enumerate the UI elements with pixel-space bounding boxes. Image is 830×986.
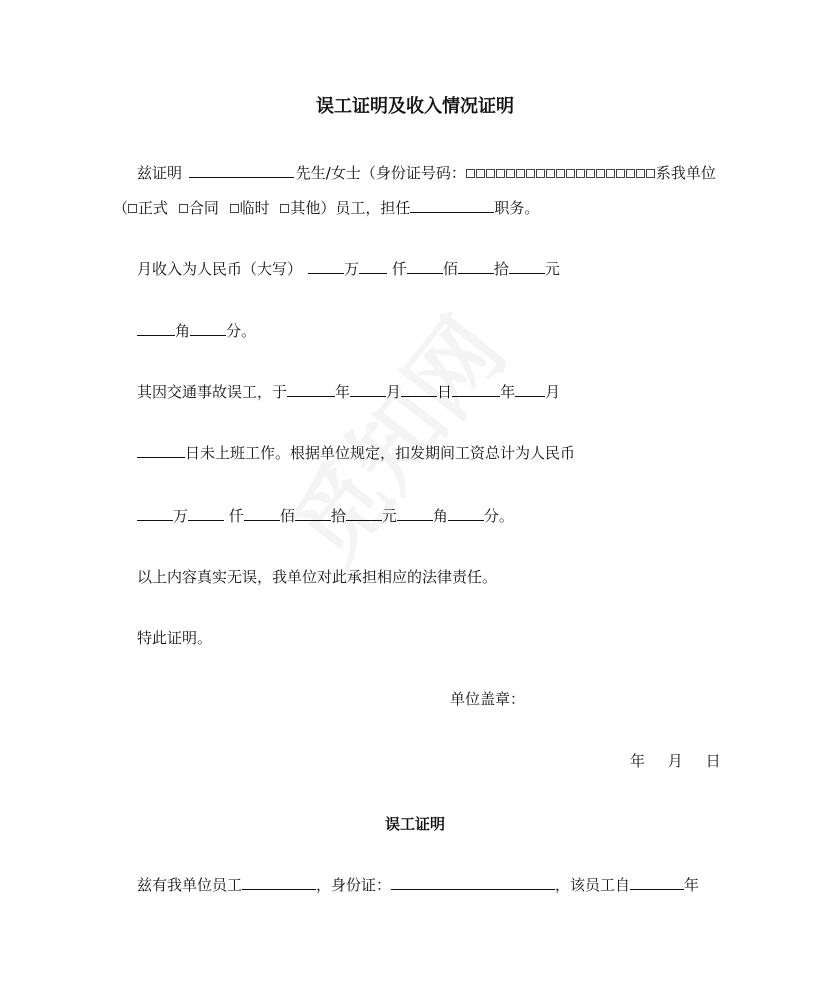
deduct-yuan: 元 [381,507,397,525]
deduct-fen: 分。 [483,507,514,525]
position-blank [410,197,494,213]
option-contract: 合同 [188,199,219,217]
accident-lead: 其因交通事故误工，于 [137,383,288,401]
deduct-wan: 万 [173,507,189,525]
blank [350,381,386,397]
unit-yue-2: 月 [545,383,561,401]
page-title: 误工证明及收入情况证明 [316,96,514,117]
id-number-boxes [466,163,656,183]
second-lead: 兹有我单位员工 [137,876,243,894]
unit-ri: 日 [437,383,453,401]
deduct-bai: 佰 [279,507,295,525]
second-id-label: ，身份证： [316,876,392,894]
watermark [256,287,530,586]
blank [630,874,684,890]
blank [137,320,175,336]
absence-text: 日未上班工作。根据单位规定，扣发期间工资总计为人民币 [185,444,576,462]
second-tail: ，该员工自 [555,876,631,894]
deduct-shi: 拾 [330,507,346,525]
certify-lead: 兹证明 [137,164,183,182]
para-accident [137,381,560,402]
second-id-blank [391,874,555,890]
option-other: 其他）员工，担任 [290,199,411,217]
date-yue: 月 [667,752,683,770]
para-employment [113,197,539,218]
para-liability: 以上内容真实无误，我单位对此承担相应的法律责任。 [137,568,498,586]
blank [509,258,545,274]
blank [244,505,280,521]
unit-nian-2: 年 [500,383,516,401]
blank [452,381,500,397]
option-formal: 正式 [138,199,169,217]
para-income [137,258,560,279]
income-lead: 月收入为人民币（大写） [137,260,303,278]
blank [346,505,382,521]
name-blank [189,162,294,178]
unit-yuan: 元 [544,260,560,278]
para-certify [137,162,716,183]
employer-label: 系我单位 [655,164,716,182]
blank [137,505,173,521]
checkbox-temporary[interactable] [230,204,239,213]
unit-qian: 仟 [391,260,407,278]
position-tail: 职务。 [494,199,540,217]
blank [401,381,437,397]
signature-date [630,751,721,771]
employee-blank [242,874,316,890]
blank [295,505,331,521]
date-ri: 日 [705,752,721,770]
blank [190,320,226,336]
option-temporary: 临时 [239,199,270,217]
deduct-jiao: 角 [432,507,448,525]
blank [397,505,433,521]
para-income-cont [137,320,256,341]
unit-fen: 分。 [226,322,257,340]
blank [448,505,484,521]
blank [407,258,443,274]
para-deduction [137,505,514,526]
second-nian: 年 [684,876,700,894]
unit-jiao: 角 [175,322,191,340]
checkbox-formal[interactable] [128,204,137,213]
unit-bai: 佰 [442,260,458,278]
checkbox-contract[interactable] [179,204,188,213]
blank [458,258,494,274]
para-special: 特此证明。 [137,629,213,647]
paren-open: （ [113,199,129,217]
deduct-qian: 仟 [228,507,244,525]
blank [188,505,224,521]
blank [287,381,335,397]
para-second [137,874,699,895]
blank [308,258,344,274]
gender-label: 先生/女士 [295,164,361,182]
blank [359,258,387,274]
unit-wan: 万 [344,260,360,278]
para-absence [137,442,575,463]
seal-label: 单位盖章： [450,690,526,708]
blank [515,381,545,397]
second-title: 误工证明 [384,815,445,833]
unit-shi: 拾 [493,260,509,278]
checkbox-other[interactable] [280,204,289,213]
unit-nian: 年 [335,383,351,401]
id-label: （身份证号码： [360,164,466,182]
blank [137,442,185,458]
unit-yue: 月 [386,383,402,401]
date-nian: 年 [630,752,646,770]
